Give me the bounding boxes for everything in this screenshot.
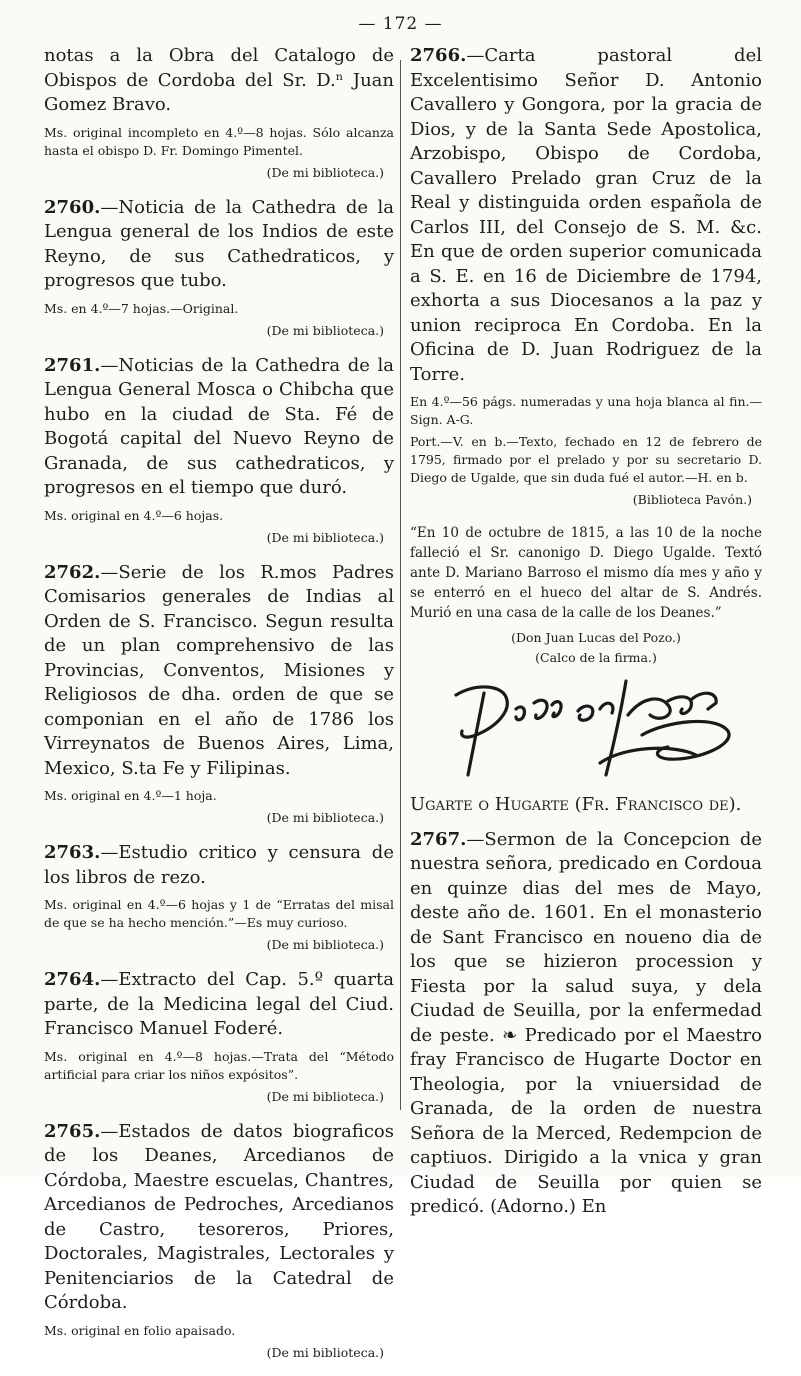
entry-source: (De mi biblioteca.) [266, 322, 384, 338]
signature-drawing [446, 675, 736, 779]
intro-source: (De mi biblioteca.) [266, 164, 384, 180]
entry-note: Ms. en 4.º—7 hojas.—Original. [44, 300, 239, 316]
entry-2760 [44, 196, 394, 294]
entry-number: 2765. [44, 1120, 101, 1142]
entry-number: 2763. [44, 842, 101, 863]
page-number: — 172 — [358, 14, 443, 34]
entry-note: Port.—V. en b.—Texto, fechado en 12 de febrero de 1795, firmado por el prelado y por su secretario D. Diego de Ugalde, que sin duda fué el autor.—H. en b. [410, 434, 762, 485]
entry-note: Ms. original en folio apaisado. [44, 1322, 236, 1338]
entry-number: 2764. [44, 969, 101, 990]
entry-source: (De mi biblioteca.) [266, 810, 384, 825]
entry-note: Ms. original en 4.º—8 hojas.—Trata del “Método artificial para criar los niños expósitos”. [44, 1048, 394, 1082]
entry-2767 [410, 828, 762, 1220]
entry-2762 [44, 561, 394, 782]
entry-source: (De mi biblioteca.) [266, 1088, 384, 1104]
entry-note: Ms. original en 4.º—6 hojas. [44, 507, 224, 523]
intro-note: Ms. original incompleto en 4.º—8 hojas. Sólo alcanza hasta el obispo D. Fr. Domingo Pimentel. [44, 124, 394, 158]
entry-text: —Serie de los R.mos Padres Comisarios generales de Indias al Orden de S. Francisco. Segun resulta de un plan comprehensivo de las Provincias, Conventos, Misiones y Religiosos de dha. orden de que se componian en el año de 1786 los Virreynatos de Buenos Aires, Lima, Mexico, S.ta Fe y Filipinas. [44, 561, 394, 779]
entry-source: (De mi biblioteca.) [266, 937, 384, 952]
signature-caption: (Calco de la firma.) [535, 650, 657, 665]
left-column [44, 44, 394, 1376]
entry-2765 [44, 1120, 394, 1316]
entry-number: 2761. [44, 354, 101, 376]
intro-paragraph: notas a la Obra del Catalogo de Obispos de Cordoba del Sr. D.ⁿ Juan Gomez Bravo. [44, 45, 394, 115]
entry-text: —Estudio critico y censura de los libros de rezo. [44, 842, 394, 888]
column-divider [400, 60, 401, 1110]
entry-note: Ms. original en 4.º—1 hoja. [44, 788, 217, 803]
signature-image [410, 675, 762, 783]
entry-2761 [44, 354, 394, 501]
entry-number: 2766. [410, 45, 467, 66]
entry-number: 2762. [44, 561, 101, 583]
quote-source: (Don Juan Lucas del Pozo.) [511, 630, 681, 645]
entry-note: En 4.º—56 págs. numeradas y una hoja blanca al fin.—Sign. A-G. [410, 394, 762, 427]
entry-note: Ms. original en 4.º—6 hojas y 1 de “Erratas del misal de que se ha hecho mención.”—Es muy curioso. [44, 897, 394, 930]
entry-number: 2760. [44, 196, 101, 218]
entry-text: —Estados de datos biograficos de los Deanes, Arcedianos de Córdoba, Maestre escuelas, Chantres, Arcedianos de Pedroches, Arcedianos de Castro, tesoreros, Priores, Doctorales, Magistrales, Lectorales y Penitenciarios de la Catedral de Córdoba. [44, 1120, 394, 1313]
entry-source: (Biblioteca Pavón.) [632, 492, 752, 507]
entry-text: —Extracto del Cap. 5.º quarta parte, de la Medicina legal del Ciud. Francisco Manuel Foderé. [44, 969, 394, 1039]
entry-2766 [410, 44, 762, 387]
quote-paragraph: “En 10 de octubre de 1815, a las 10 de la noche falleció el Sr. canonigo D. Diego Ugalde. Textó ante D. Mariano Barroso el mismo día mes y año y se enterró en el hueco del altar de S. Andrés. Murió en una casa de la calle de los Deanes.” [410, 525, 762, 621]
entry-2764 [44, 968, 394, 1042]
right-column [410, 44, 762, 1226]
entry-text: —Carta pastoral del Excelentisimo Señor D. Antonio Cavallero y Gongora, por la gracia de Dios, y de la Santa Sede Apostolica, Arzobispo, Obispo de Cordoba, Cavallero Prelado gran Cruz de la Real y distinguida orden española de Carlos III, del Consejo de S. M. &c. En que de orden superior comunicada a S. E. en 16 de Diciembre de 1794, exhorta a sus Diocesanos a la paz y union reciproca En Cordoba. En la Oficina de D. Juan Rodriguez de la Torre. [410, 45, 762, 385]
entry-text: —Sermon de la Concepcion de nuestra señora, predicado en Cordoua en quinze dias del mes de Mayo, deste año de. 1601. En el monasterio de Sant Francisco en noueno dia de los que se hizieron procession y Fiesta por la salud suya, y dela Ciudad de Seuilla, por la enfermedad de peste. ❧ Predicado por el Maestro fray Francisco de Hugarte Doctor en Theologia, por la vniuersidad de Granada, de la orden de nuestra Señora de la Merced, Redempcion de captiuos. Dirigido a la vnica y gran Ciudad de Seuilla por quien se predicó. (Adorno.) En [410, 828, 762, 1217]
entry-number: 2767. [410, 828, 467, 850]
author-heading: Ugarte o Hugarte (Fr. Francisco de). [410, 794, 742, 815]
entry-source: (De mi biblioteca.) [266, 529, 384, 545]
entry-2763 [44, 841, 394, 890]
entry-source: (De mi biblioteca.) [266, 1344, 384, 1360]
entry-text: —Noticia de la Cathedra de la Lengua general de los Indios de este Reyno, de sus Cathedraticos, y progresos que tubo. [44, 196, 394, 291]
entry-text: —Noticias de la Cathedra de la Lengua General Mosca o Chibcha que hubo en la ciudad de Sta. Fé de Bogotá capital del Nuevo Reyno de Granada, de sus cathedraticos, y progresos en el tiempo que duró. [44, 354, 394, 498]
